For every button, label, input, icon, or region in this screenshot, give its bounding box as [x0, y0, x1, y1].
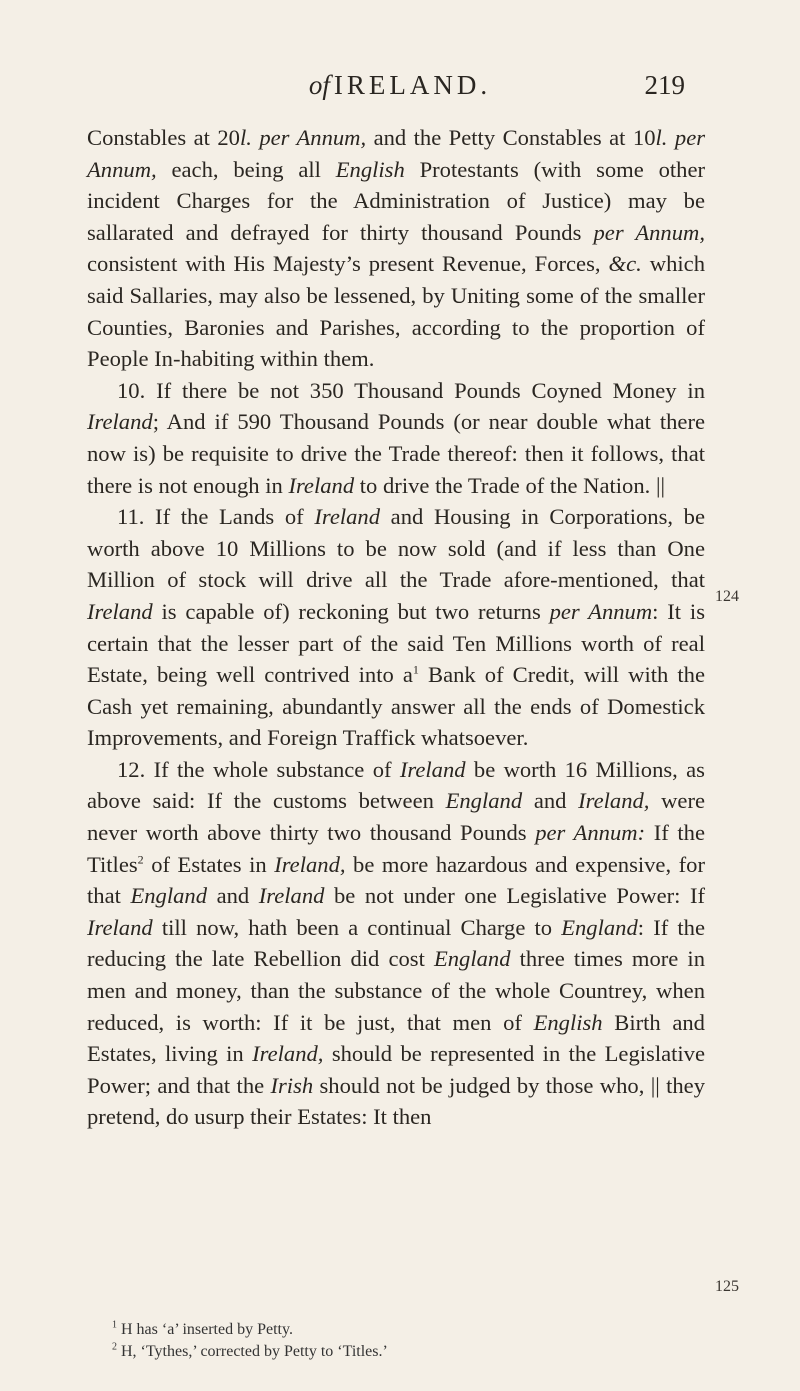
text-run-italic: England: [130, 883, 208, 909]
text-run-italic: Ireland,: [252, 1041, 324, 1067]
text-run-italic: Ireland,: [578, 788, 650, 814]
running-head-title: IRELAND.: [333, 70, 492, 100]
text-run: consistent with His Majesty’s present Revenue, Forces,: [87, 251, 609, 277]
text-run-italic: &c.: [608, 251, 642, 277]
text-run-italic: English: [335, 156, 405, 182]
footnote-text: H, ‘Tythes,’ corrected by Petty to ‘Titles.’: [117, 1343, 388, 1360]
paragraph-11: [87, 501, 705, 754]
text-run: Constables at 20: [87, 125, 240, 150]
text-run: Protestants (with some other incident Charges for the Administration of Justice) may be sallarated and defrayed for thirty thousand Pounds: [87, 156, 705, 245]
text-run: 11. If the Lands of: [117, 504, 315, 530]
margin-ref-124: 124: [715, 588, 739, 605]
text-run-italic: Ireland: [399, 756, 466, 782]
text-run-italic: per Annum,: [259, 125, 367, 150]
text-run: to drive the Trade of the Nation. ||: [354, 472, 665, 498]
text-run-italic: per Annum,: [87, 125, 706, 182]
text-run-italic: Ireland: [258, 883, 325, 909]
text-run-italic: English: [533, 1009, 603, 1035]
text-run-italic: Ireland,: [274, 851, 346, 877]
text-run-italic: Ireland: [87, 598, 153, 624]
paragraph-12: [87, 754, 705, 1133]
text-run-italic: England: [561, 914, 638, 940]
text-run: : It is certain that the lesser part of the said Ten Millions worth of real Estate, being well contrived into a: [87, 598, 705, 688]
margin-ref-125: 125: [715, 1278, 739, 1295]
text-run-italic: per Annum,: [593, 219, 705, 245]
text-run: and: [522, 788, 579, 814]
footnote-marker-2: 2: [137, 852, 144, 867]
text-run: and the Petty Constables at 10: [366, 125, 656, 150]
text-run: three times more in men and money, than the substance of the whole Countrey, when reduced, is worth: If it be just, that men of: [87, 946, 705, 1035]
text-run-italic: Ireland: [87, 409, 153, 435]
text-run-italic: England: [433, 946, 511, 972]
text-run: be worth 16 Millions, as above said: If the customs between: [87, 756, 705, 814]
text-run-italic: Ireland: [314, 504, 381, 530]
footnote-marker-1: 1: [412, 662, 419, 677]
text-run: Birth and Estates, living in: [87, 1009, 705, 1067]
text-run: which said Sallaries, may also be lessened, by Uniting some of the smaller Counties, Baronies and Parishes, according to the proportion of People In-habiting within them.: [87, 251, 706, 372]
text-run-italic: l.: [655, 125, 668, 150]
text-run: [667, 125, 674, 150]
footnote-number: 2: [112, 1341, 117, 1353]
text-run: ; And if 590 Thousand Pounds (or near double what there now is) be requisite to drive the Trade thereof: then it follows, that there is not enough in: [87, 409, 705, 498]
text-run-italic: Ireland: [288, 472, 355, 498]
text-run: till now, hath been a continual Charge to: [152, 914, 562, 940]
page-header: [0, 70, 800, 110]
text-run: and: [207, 883, 259, 909]
text-run: be not under one Legislative Power: If: [324, 883, 705, 909]
text-run: each, being all: [156, 156, 336, 182]
text-run-italic: per Annum: [549, 598, 653, 624]
text-run: should not be judged by those who, || they pretend, do usurp their Estates: It then: [87, 1072, 705, 1130]
text-run: of Estates in: [143, 851, 275, 877]
paragraph-10: [87, 375, 705, 501]
footnote-1: [112, 1319, 712, 1341]
text-run-italic: Irish: [270, 1072, 314, 1098]
text-run-italic: England: [445, 788, 523, 814]
footnote-text: H has ‘a’ inserted by Petty.: [117, 1321, 293, 1338]
footnote-number: 1: [112, 1319, 117, 1331]
text-run: were never worth above thirty two thousand Pounds: [87, 788, 705, 846]
text-run: be more hazardous and expensive, for that: [87, 851, 705, 909]
running-head-of: of: [308, 70, 330, 100]
footnotes: [112, 1319, 712, 1363]
page-number: 219: [644, 70, 685, 100]
text-run-italic: l.: [239, 125, 252, 150]
text-run: : If the reducing the late Rebellion did cost: [87, 914, 705, 972]
text-run: Bank of Credit, will with the Cash yet remaining, abundantly answer all the ends of Domestick Improvements, and Foreign Traffick whatsoever.: [87, 662, 705, 751]
text-run-italic: Ireland: [87, 914, 153, 940]
text-run: 10. If there be not 350 Thousand Pounds Coyned Money in: [117, 377, 705, 403]
text-run: If the Titles: [87, 820, 706, 877]
text-run: should be represented in the Legislative Power; and that the: [87, 1041, 706, 1098]
body-text: [87, 122, 705, 1133]
text-run-italic: per Annum:: [535, 820, 646, 846]
text-run: 12. If the whole substance of: [117, 756, 400, 782]
text-run: is capable of) reckoning but two returns: [152, 598, 550, 624]
footnote-2: [112, 1341, 712, 1363]
paragraph-1: [87, 122, 705, 375]
text-run: and Housing in Corporations, be worth above 10 Millions to be now sold (and if less than One Million of stock will drive all the Trade afore-mentioned, that: [87, 504, 705, 593]
